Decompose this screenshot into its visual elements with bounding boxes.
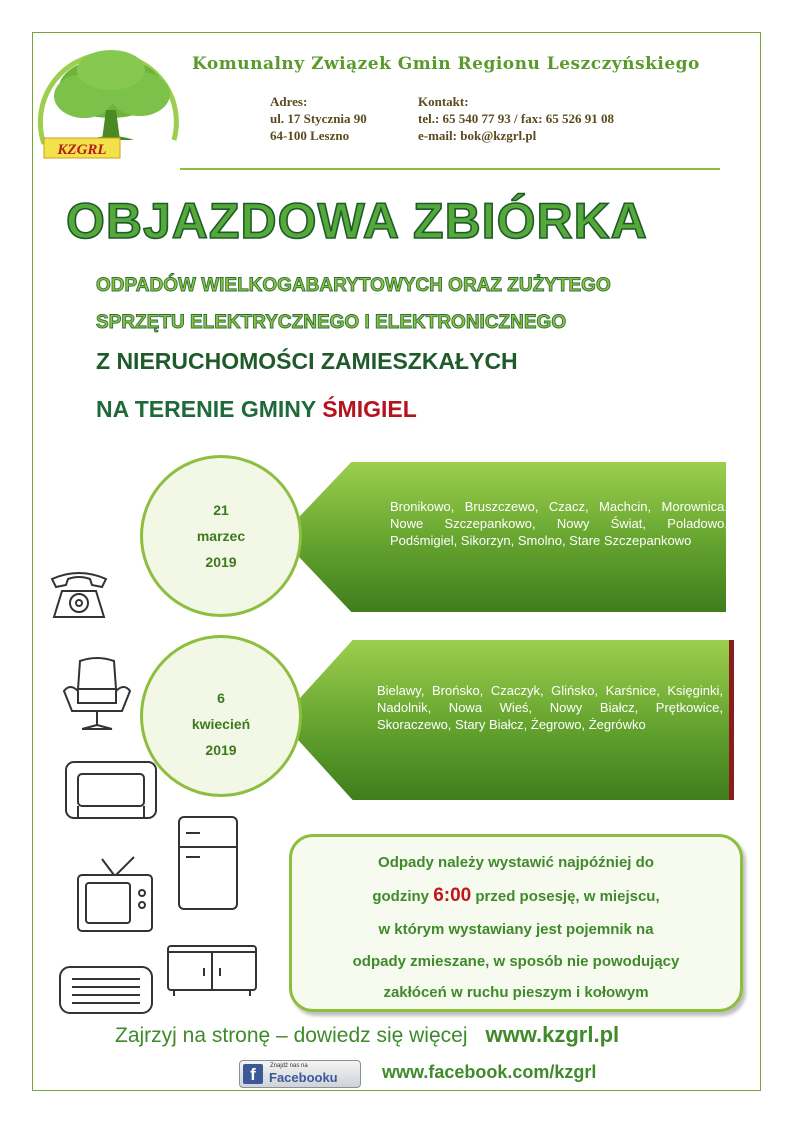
facebook-icon: f [243,1064,263,1084]
page-title: OBJAZDOWA ZBIÓRKA [66,193,648,249]
subtitle-line-1: ODPADÓW WIELKOGABARYTOWYCH ORAZ ZUŻYTEGO [96,275,611,296]
collection-towns-2: Bielawy, Brońsko, Czaczyk, Glińsko, Karśnice, Księginki, Nadolnik, Nowa Wieś, Nowy Białcz, Prętkowice, Skoraczewo, Stary Białcz, Żegrowo, Żegrówko [377,683,723,732]
address-street: ul. 17 Stycznia 90 [270,111,367,126]
collection-date-2 [140,635,302,797]
notice-time: 6:00 [433,885,472,906]
collection-towns-1: Bronikowo, Bruszczewo, Czacz, Machcin, Morownica, Nowe Szczepankowo, Nowy Świat, Poladowo, Podśmigiel, Sikorzyn, Smolno, Stare Szczepankowo [390,499,728,548]
telephone-icon [46,565,112,621]
subtitle-line-2: SPRZĘTU ELEKTRYCZNEGO I ELEKTRONICZNEGO [96,312,567,333]
logo-text: KZGRL [57,142,107,158]
refrigerator-icon [176,815,240,911]
date-day: 21 [213,502,229,518]
notice-line-2-prefix: godziny [372,888,434,905]
notice-line-3: w którym wystawiany jest pojemnik na [378,921,654,938]
armchair-icon [60,655,134,735]
gmina-name: ŚMIGIEL [322,396,417,422]
radio-icon [58,965,154,1015]
facebook-url[interactable]: www.facebook.com/kzgrl [382,1062,597,1082]
notice-line-1: Odpady należy wystawić najpóźniej do [378,854,654,871]
collection-date-1 [140,455,302,617]
subtitle-line-3: Z NIERUCHOMOŚCI ZAMIESZKAŁYCH [96,348,518,374]
footer-visit [115,1022,619,1048]
notice-line-5: zakłóceń w ruchu pieszym i kołowym [383,984,649,1001]
subtitle-line-4 [96,396,417,423]
date-month: marzec [196,528,246,544]
gmina-prefix: NA TERENIE GMINY [96,396,323,422]
website-link[interactable]: www.kzgrl.pl [485,1022,620,1047]
facebook-badge-big: Facebooku [269,1070,338,1085]
notice-line-4: odpady zmieszane, w sposób nie powodujący [352,953,680,970]
date-month: kwiecień [191,716,251,732]
contact-email: e-mail: bok@kzgrl.pl [418,128,537,143]
facebook-badge-small: Znajdź nas na [270,1063,308,1069]
header-divider [180,168,720,170]
notice-line-2 [292,885,740,907]
visit-text: Zajrzyj na stronę – dowiedz się więcej [115,1024,468,1047]
arrow-edge [729,640,734,800]
cabinet-icon [166,940,258,998]
date-year: 2019 [205,554,237,570]
date-year: 2019 [205,742,237,758]
notice-line-2-suffix: przed posesję, w miejscu, [471,888,660,905]
contact-label: Kontakt: [418,94,469,109]
contact-block [418,93,614,144]
facebook-badge[interactable] [239,1060,361,1088]
kzgrl-logo [36,40,186,160]
address-label: Adres: [270,94,308,109]
notice-box [289,834,743,1012]
contact-phone: tel.: 65 540 77 93 / fax: 65 526 91 08 [418,111,615,126]
sofa-icon [64,758,158,820]
org-name: Komunalny Związek Gmin Regionu Leszczyńskiego [192,54,700,74]
address-block [270,93,367,144]
date-day: 6 [217,690,225,706]
television-icon [76,855,154,935]
address-city: 64-100 Leszno [270,128,350,143]
